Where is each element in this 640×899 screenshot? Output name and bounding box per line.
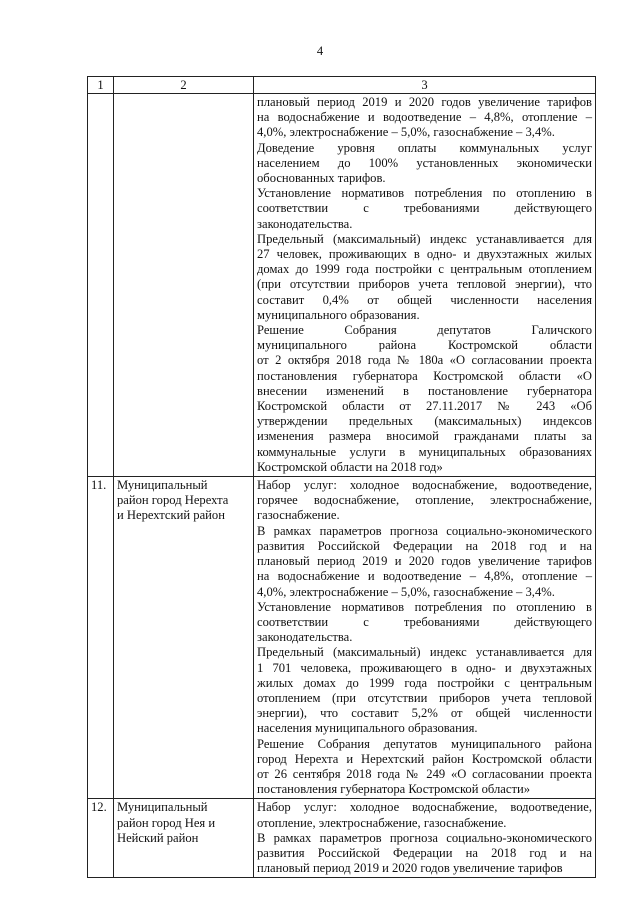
name-line: Муниципальный — [117, 478, 208, 493]
table-header-row — [88, 77, 596, 94]
text-line: обоснованных тарифов. — [257, 171, 386, 186]
measures-description — [254, 94, 596, 477]
text-line: Решение Собрания депутатов Галичского — [257, 323, 592, 338]
text-line: жилых домах до 1999 года постройки с центральным — [257, 675, 592, 690]
paragraph — [257, 141, 592, 187]
text-line: В рамках параметров прогноза социально-экономического — [257, 523, 592, 538]
text-line: Набор услуг: холодное водоснабжение, водоотведение, — [257, 478, 592, 493]
name-line: и Нерехтский район — [117, 508, 225, 523]
paragraph — [257, 524, 592, 600]
text-line: газоснабжение. — [257, 508, 340, 523]
text-line: составит 0,4% от общей численности населения — [257, 292, 592, 307]
paragraph — [257, 645, 592, 736]
text-line: от 26 сентября 2018 года № 249 «О согласовании проекта — [257, 766, 592, 781]
column-header: 3 — [254, 77, 596, 94]
text-line: развития Российской Федерации на 2018 год и на — [257, 538, 592, 553]
text-line: плановый период 2019 и 2020 годов увеличение тарифов — [257, 95, 592, 109]
text-line: муниципального образования. — [257, 307, 420, 322]
text-line: Предельный (максимальный) индекс устанавливается для — [257, 231, 592, 246]
text-line: плановый период 2019 и 2020 годов увеличение тарифов — [257, 861, 563, 876]
text-line: внесении изменений в постановление губернатора — [257, 383, 592, 398]
text-line: населением до 100% установленных экономически — [257, 155, 592, 170]
paragraph — [257, 95, 592, 141]
text-line: 4,0%, электроснабжение – 5,0%, газоснабжение – 3,4%. — [257, 584, 555, 599]
text-line: на водоснабжение и водоотведение – 4,8%, отопление – — [257, 110, 592, 125]
text-line: соответствии с требованиями действующего — [257, 614, 592, 629]
text-line: муниципального района Костромской области — [257, 338, 592, 353]
text-line: изменения размера вносимой гражданами платы за — [257, 429, 592, 444]
text-line: Решение Собрания депутатов муниципального района — [257, 736, 592, 751]
paragraph — [257, 800, 592, 830]
name-line: район город Нерехта — [117, 493, 229, 508]
text-line: Доведение уровня оплаты коммунальных услуг — [257, 140, 592, 155]
text-line: отоплением (при отсутствии приборов учета тепловой — [257, 690, 592, 705]
text-line: постановления губернатора Костромской области» — [257, 782, 530, 797]
paragraph — [257, 232, 592, 323]
text-line: 4,0%, электроснабжение – 5,0%, газоснабжение – 3,4%. — [257, 125, 555, 140]
table-row — [88, 94, 596, 477]
table-row — [88, 799, 596, 878]
measures-description — [254, 799, 596, 878]
page-number: 4 — [316, 44, 324, 58]
text-line: плановый период 2019 и 2020 годов увеличение тарифов — [257, 554, 592, 569]
name-line: Муниципальный — [117, 800, 208, 815]
column-header: 2 — [114, 77, 254, 94]
row-number — [88, 94, 114, 477]
text-line: отопление, электроснабжение, газоснабжение. — [257, 815, 507, 830]
text-line: горячее водоснабжение, отопление, электроснабжение, — [257, 493, 592, 508]
paragraph — [257, 186, 592, 232]
text-line: на водоснабжение и водоотведение – 4,8%, отопление – — [257, 569, 592, 584]
name-line: район город Нея и — [117, 815, 216, 830]
text-line: Предельный (максимальный) индекс устанавливается для — [257, 645, 592, 660]
text-line: Установление нормативов потребления по отоплению в — [257, 186, 592, 201]
measures-description — [254, 477, 596, 799]
text-line: город Нерехта и Нерехтский район Костромской области — [257, 751, 592, 766]
text-line: Установление нормативов потребления по отоплению в — [257, 599, 592, 614]
text-line: коммунальные услуги в муниципальных образованиях — [257, 444, 592, 459]
text-line: законодательства. — [257, 216, 353, 231]
row-number: 11. — [88, 477, 114, 799]
text-line: развития Российской Федерации на 2018 год и на — [257, 845, 592, 860]
paragraph — [257, 478, 592, 524]
text-line: В рамках параметров прогноза социально-экономического — [257, 830, 592, 845]
text-line: домах до 1999 года постройки с центральным отоплением — [257, 262, 592, 277]
row-number: 12. — [88, 799, 114, 878]
paragraph — [257, 737, 592, 798]
name-line: Нейский район — [117, 830, 199, 845]
text-line: 27 человек, проживающих в одно- и двухэтажных жилых — [257, 247, 592, 262]
text-line: населения муниципального образования. — [257, 721, 478, 736]
municipality-name — [114, 94, 254, 477]
text-line: 1 701 человека, проживающего в одно- и двухэтажных — [257, 660, 592, 675]
text-line: от 2 октября 2018 года № 180а «О согласовании проекта — [257, 353, 592, 368]
text-line: постановления губернатора Костромской области «О — [257, 368, 592, 383]
column-header: 1 — [88, 77, 114, 94]
table-row — [88, 477, 596, 799]
paragraph — [257, 323, 592, 475]
text-line: утверждении предельных (максимальных) индексов — [257, 414, 592, 429]
text-line: Костромской области от 27.11.2017 № 243 «Об — [257, 399, 592, 414]
text-line: энергии), что составит 5,2% от общей численности — [257, 706, 592, 721]
text-line: Набор услуг: холодное водоснабжение, водоотведение, — [257, 800, 592, 815]
paragraph — [257, 831, 592, 877]
text-line: (при отсутствии приборов учета тепловой энергии), что — [257, 277, 592, 292]
text-line: законодательства. — [257, 630, 353, 645]
tariff-table — [87, 76, 596, 878]
text-line: соответствии с требованиями действующего — [257, 201, 592, 216]
municipality-name — [114, 799, 254, 878]
paragraph — [257, 600, 592, 646]
municipality-name — [114, 477, 254, 799]
text-line: Костромской области на 2018 год» — [257, 459, 443, 474]
